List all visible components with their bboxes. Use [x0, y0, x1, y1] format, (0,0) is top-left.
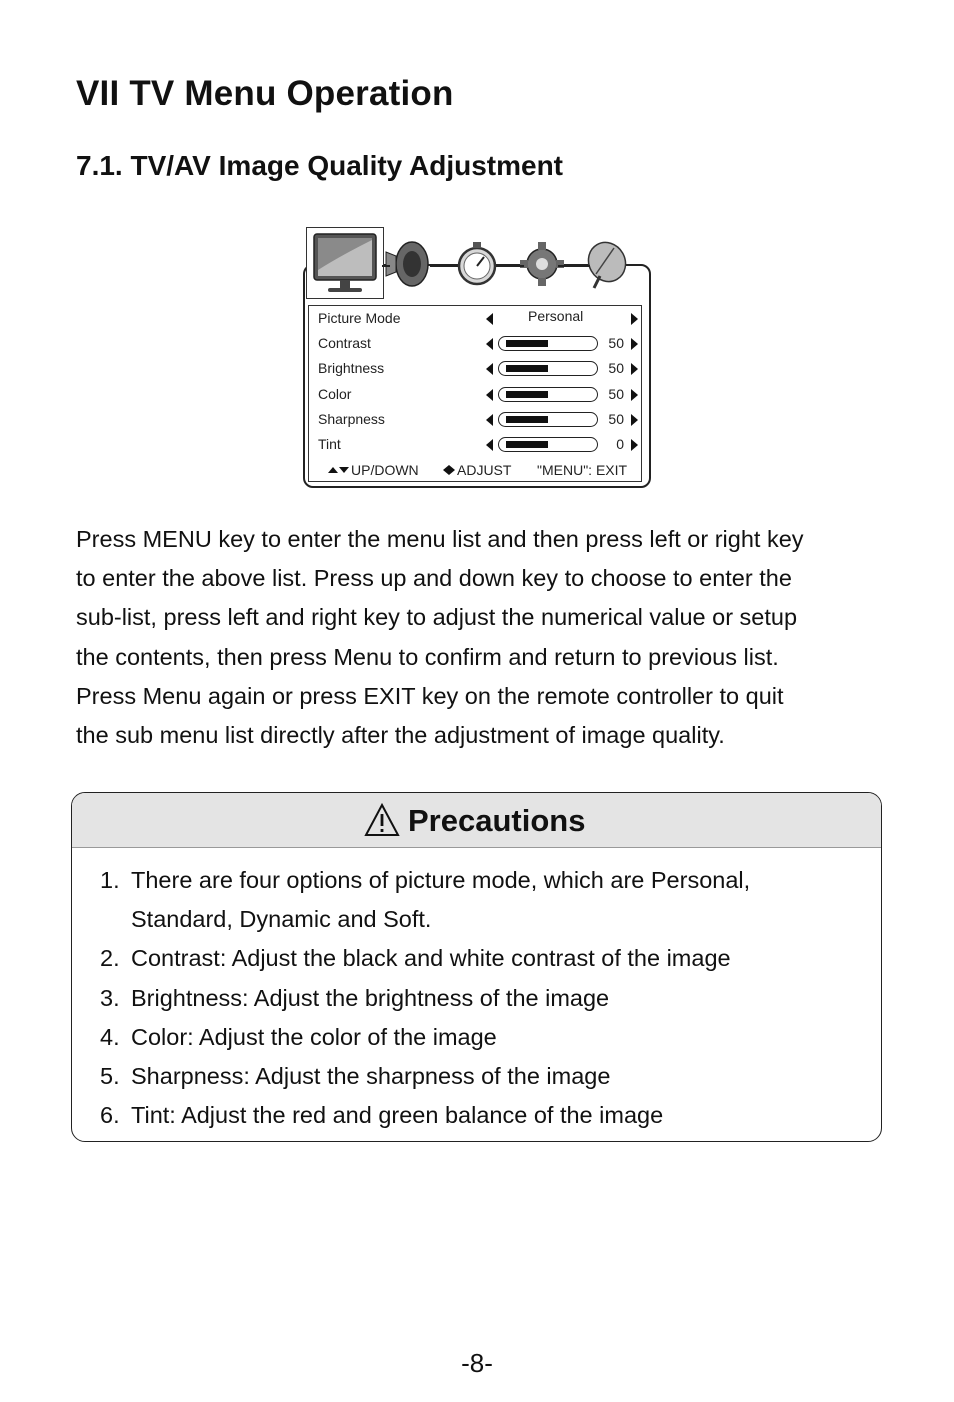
paragraph-line: the sub menu list directly after the adjustment of image quality. — [76, 722, 725, 749]
updown-hint — [328, 462, 419, 478]
menu-footer — [326, 462, 646, 480]
list-item — [100, 939, 870, 978]
precautions-box — [71, 792, 882, 1142]
right-arrow-icon — [631, 414, 638, 426]
item-number: 2. — [100, 945, 120, 972]
list-item — [100, 1057, 870, 1096]
item-text: Contrast: Adjust the black and white contrast of the image — [131, 945, 731, 972]
picture-icon — [314, 234, 376, 292]
setting-value: 0 — [616, 436, 624, 453]
precautions-list — [100, 861, 870, 1135]
tv-menu-figure — [300, 226, 652, 490]
level-slider — [498, 437, 598, 452]
level-slider — [498, 361, 598, 376]
item-text: Sharpness: Adjust the sharpness of the image — [131, 1063, 611, 1090]
setting-value: 50 — [608, 335, 624, 351]
right-arrow-icon — [631, 363, 638, 375]
left-arrow-icon — [486, 389, 493, 401]
paragraph-line: sub-list, press left and right key to adjust the numerical value or setup — [76, 604, 798, 631]
item-text: Brightness: Adjust the brightness of the image — [131, 984, 610, 1011]
paragraph-line: to enter the above list. Press up and down key to choose to enter the — [76, 565, 792, 592]
picture-mode-value: Personal — [528, 308, 584, 324]
menu-row-sharpness — [318, 411, 638, 431]
paragraph-line: the contents, then press Menu to confirm and return to previous list. — [76, 643, 779, 670]
item-text: There are four options of picture mode, which are Personal, — [131, 867, 751, 893]
gear-icon — [520, 242, 564, 286]
picture-mode-label: Picture Mode — [318, 310, 401, 326]
item-text: Color: Adjust the color of the image — [131, 1023, 497, 1050]
menu-row-picture-mode — [318, 310, 638, 330]
level-slider — [498, 336, 598, 351]
level-slider — [498, 387, 598, 402]
setting-label: Sharpness — [318, 410, 385, 427]
item-number: 6. — [100, 1102, 120, 1129]
adjust-label: ADJUST — [457, 462, 512, 478]
page-number: -8- — [461, 1348, 493, 1378]
satellite-dish-icon — [581, 236, 632, 289]
slider-fill — [506, 365, 548, 372]
paragraph-line: Press MENU key to enter the menu list and then press left or right key — [76, 526, 804, 552]
precautions-title: Precautions — [408, 803, 586, 838]
left-arrow-icon — [486, 313, 493, 325]
setting-label: Brightness — [318, 360, 385, 377]
item-text: Standard, Dynamic and Soft. — [131, 906, 432, 933]
updown-label: UP/DOWN — [351, 462, 419, 478]
menu-row-brightness — [318, 360, 638, 380]
warning-icon — [364, 803, 400, 837]
setting-value: 50 — [608, 385, 624, 402]
setting-label: Color — [318, 385, 352, 402]
right-arrow-icon — [449, 465, 455, 475]
level-slider — [498, 412, 598, 427]
menu-row-color — [318, 386, 638, 406]
right-arrow-icon — [631, 389, 638, 401]
exit-hint: "MENU": EXIT — [537, 462, 628, 478]
right-arrow-icon — [631, 313, 638, 325]
down-arrow-icon — [339, 467, 349, 473]
setting-value: 50 — [608, 360, 624, 377]
up-arrow-icon — [328, 467, 338, 473]
item-number: 4. — [100, 1023, 120, 1050]
left-arrow-icon — [486, 439, 493, 451]
left-arrow-icon — [486, 338, 493, 350]
right-arrow-icon — [631, 439, 638, 451]
setting-value: 50 — [608, 410, 624, 427]
subsection-heading: 7.1. TV/AV Image Quality Adjustment — [76, 150, 563, 181]
item-number: 5. — [100, 1063, 120, 1090]
speaker-icon — [386, 242, 428, 286]
paragraph-line: Press Menu again or press EXIT key on the remote controller to quit — [76, 682, 784, 709]
list-item — [100, 861, 870, 939]
section-heading: VII TV Menu Operation — [76, 74, 454, 113]
setting-label: Contrast — [318, 335, 371, 351]
list-item — [100, 979, 870, 1018]
menu-row-contrast — [318, 335, 638, 355]
right-arrow-icon — [631, 338, 638, 350]
list-item — [100, 1096, 870, 1135]
adjust-hint — [443, 462, 511, 478]
instructions-paragraph — [76, 520, 896, 755]
setting-label: Tint — [318, 436, 341, 453]
slider-fill — [506, 391, 548, 398]
item-number: 1. — [100, 867, 120, 893]
item-text: Tint: Adjust the red and green balance of the image — [131, 1102, 664, 1129]
precautions-header — [72, 793, 881, 848]
menu-icon-bar — [300, 226, 652, 301]
left-arrow-icon — [486, 414, 493, 426]
slider-fill — [506, 340, 548, 347]
stopwatch-icon — [459, 242, 495, 284]
list-item — [100, 1018, 870, 1057]
slider-fill — [506, 441, 548, 448]
item-number: 3. — [100, 984, 120, 1011]
slider-fill — [506, 416, 548, 423]
left-arrow-icon — [486, 363, 493, 375]
menu-row-tint — [318, 436, 638, 456]
